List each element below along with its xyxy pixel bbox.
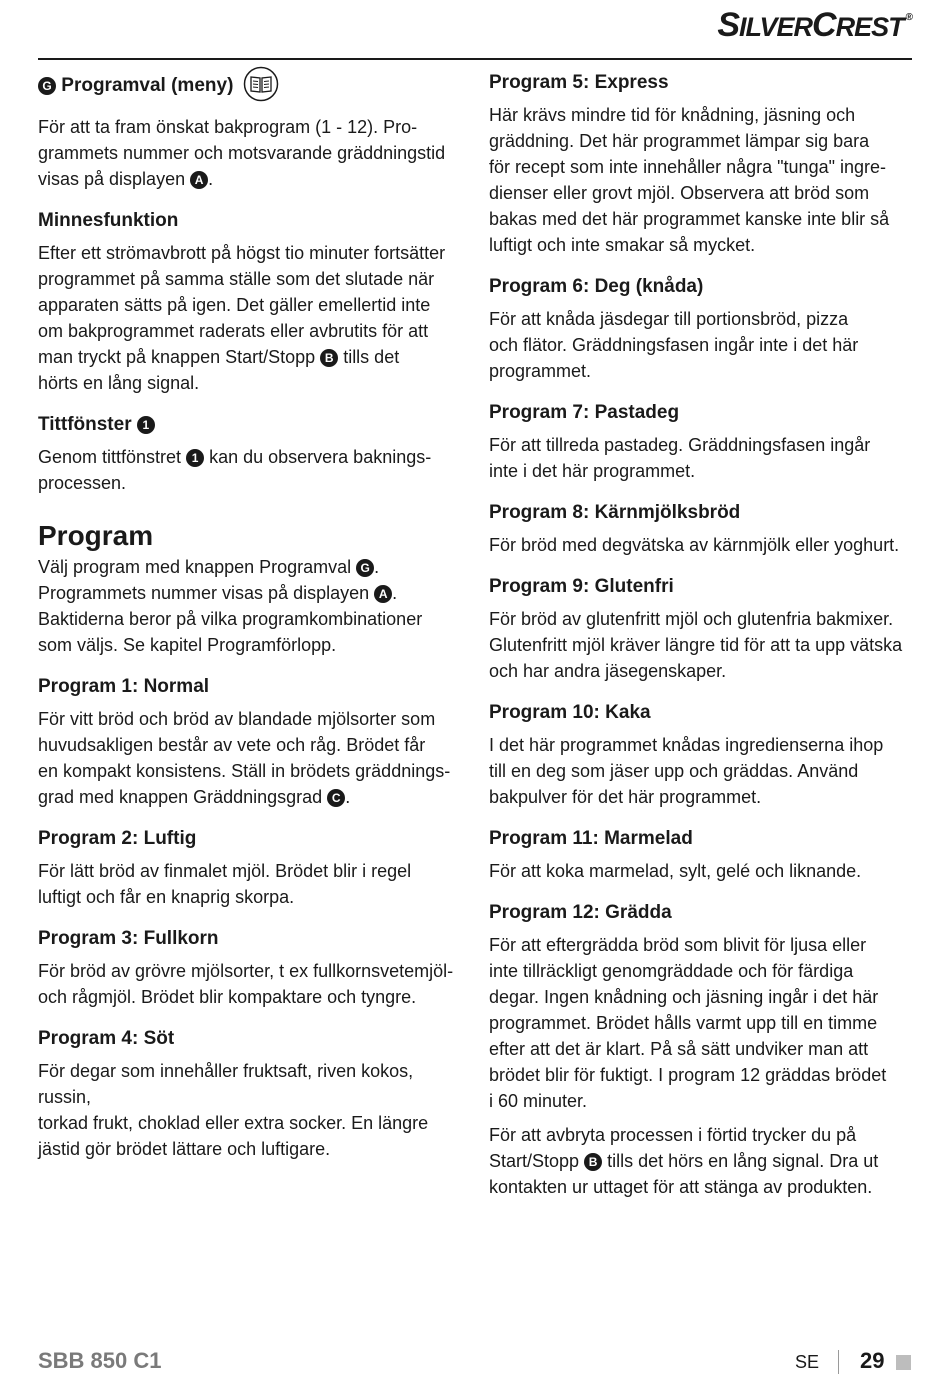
- program-6-text: För att knåda jäsdegar till portionsbröd, pizza och flätor. Gräddningsfasen ingår inte i det här programmet.: [489, 309, 859, 381]
- program-5-title: Program 5: Express: [489, 72, 669, 93]
- marker-g-inline: G: [356, 559, 374, 577]
- program-3-text: För bröd av grövre mjölsorter, t ex fullkornsvetemjöl- och rågmjöl. Brödet blir kompaktare och tyngre.: [38, 961, 454, 1007]
- marker-g: G: [38, 77, 56, 95]
- footer-square-mark: [896, 1355, 911, 1370]
- program-3-title: Program 3: Fullkorn: [38, 928, 219, 949]
- section-title-tittfonster: Tittfönster 1: [38, 412, 468, 438]
- marker-b: B: [320, 349, 338, 367]
- book-icon: [243, 66, 279, 102]
- footer-page-number: 29: [860, 1348, 885, 1373]
- header-rule: [38, 58, 912, 60]
- left-column: [38, 66, 468, 1162]
- marker-1-inline: 1: [186, 449, 204, 467]
- marker-a: A: [190, 171, 208, 189]
- program-1-title: Program 1: Normal: [38, 676, 210, 697]
- right-column: [489, 66, 914, 1200]
- brand-logo: SILVERCREST ®: [717, 6, 912, 44]
- programval-text: För att ta fram önskat bakprogram (1 - 12). Pro- grammets nummer och motsvarande gräddningstid visas på displayen A .: [38, 117, 446, 189]
- program-9-title: Program 9: Glutenfri: [489, 576, 674, 597]
- program-10-title: Program 10: Kaka: [489, 702, 651, 723]
- marker-b-inline: B: [584, 1153, 602, 1171]
- minnesfunktion-text: Efter ett strömavbrott på högst tio minuter fortsätter programmet på samma ställe som det slutade när apparaten sätts på igen. Det gäller emellertid inte om bakprogrammet raderats eller avbrutits för att man tryckt på knappen Start/Stopp B tills det hörts en lång signal.: [38, 243, 446, 393]
- marker-a-inline: A: [374, 585, 392, 603]
- program-11-text: För att koka marmelad, sylt, gelé och liknande.: [489, 861, 862, 881]
- program-12-stop-text: För att avbryta processen i förtid trycker du på Start/Stopp B tills det hörs en lång signal. Dra ut kontakten ur uttaget för att stänga av produkten.: [489, 1125, 879, 1197]
- program-9-text: För bröd av glutenfritt mjöl och glutenfria bakmixer. Glutenfritt mjöl kräver längre tid för att ta upp vätska och har andra jäsegenskaper.: [489, 609, 903, 681]
- program-8-title: Program 8: Kärnmjölksbröd: [489, 502, 741, 523]
- program-2-text: För lätt bröd av finmalet mjöl. Brödet blir i regel luftigt och får en knaprig skorpa.: [38, 861, 412, 907]
- program-11-title: Program 11: Marmelad: [489, 828, 693, 849]
- program-8-text: För bröd med degvätska av kärnmjölk eller yoghurt.: [489, 535, 900, 555]
- program-1-text: För vitt bröd och bröd av blandade mjölsorter som huvudsakligen består av vete och råg. Brödet får en kompakt konsistens. Ställ in brödets gräddnings- grad med knappen Gräddningsgrad C .: [38, 709, 451, 807]
- program-4-text: För degar som innehåller fruktsaft, riven kokos, russin, torkad frukt, choklad eller extra socker. En längre jästid gör brödet lättare och luftigare.: [38, 1061, 429, 1159]
- program-4-title: Program 4: Söt: [38, 1028, 175, 1049]
- footer-language: SE: [795, 1352, 820, 1372]
- program-intro-text: Välj program med knappen Programval G . Programmets nummer visas på displayen A . Baktiderna beror på vilka programkombinationer som väljs. Se kapitel Programförlopp.: [38, 557, 423, 655]
- section-title-minnesfunktion: Minnesfunktion: [38, 210, 179, 231]
- footer-model: SBB 850 C1: [38, 1348, 162, 1373]
- program-12-title: Program 12: Grädda: [489, 902, 672, 923]
- tittfonster-text: Genom tittfönstret 1 kan du observera baknings- processen.: [38, 447, 432, 493]
- program-10-text: I det här programmet knådas ingredienserna ihop till en deg som jäser upp och gräddas. Använd bakpulver för det här programmet.: [489, 735, 884, 807]
- program-5-text: Här krävs mindre tid för knådning, jäsning och gräddning. Det här programmet lämpar sig bara för recept som inte innehåller några "tunga" ingre- dienser eller grovt mjöl. Observera att bröd som bakas med det här programmet kanske inte blir så luftigt och inte smakar så mycket.: [489, 105, 890, 255]
- marker-1: 1: [137, 416, 155, 434]
- program-7-title: Program 7: Pastadeg: [489, 402, 680, 423]
- program-12-text: För att eftergrädda bröd som blivit för ljusa eller inte tillräckligt genomgräddade och för färdiga degar. Ingen knådning och jäsning ingår i det här programmet. Brödet hålls varmt upp till en timme efter att det är klart. På så sätt undviker man att brödet blir för fuktigt. I program 12 gräddas brödet i 60 minuter.: [489, 935, 887, 1111]
- program-2-title: Program 2: Luftig: [38, 828, 197, 849]
- section-heading-program: Program: [38, 520, 154, 551]
- program-6-title: Program 6: Deg (knåda): [489, 276, 704, 297]
- footer-divider: [838, 1350, 839, 1374]
- section-title-programval: G Programval (meny): [38, 68, 468, 104]
- marker-c: C: [327, 789, 345, 807]
- program-7-text: För att tillreda pastadeg. Gräddningsfasen ingår inte i det här programmet.: [489, 435, 871, 481]
